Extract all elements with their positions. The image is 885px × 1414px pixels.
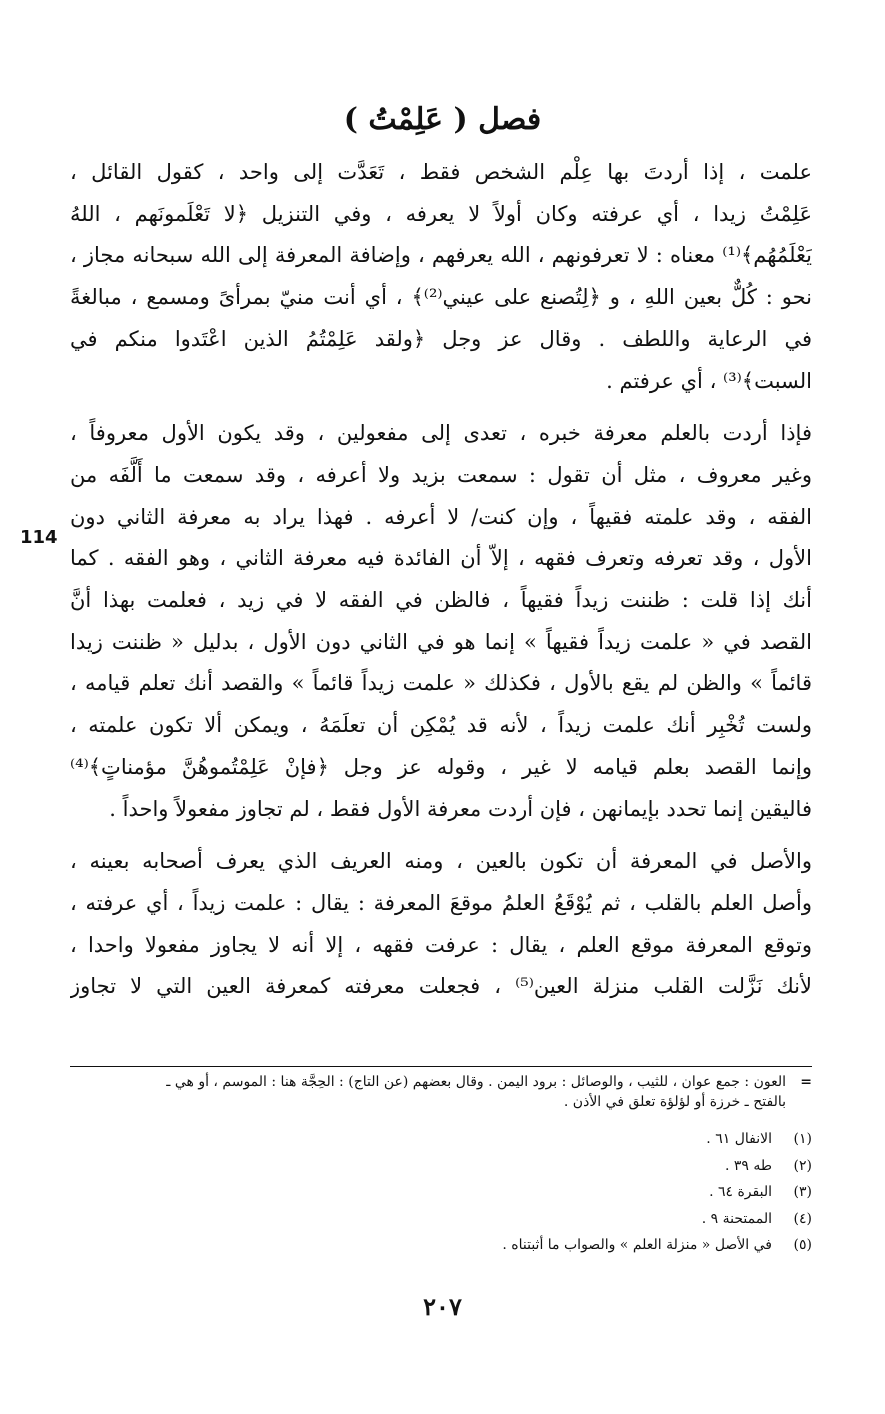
text-line: والأصل في المعرفة أن تكون بالعين ، ومنه العريف الذي يعرف أصحابه بعينه ، <box>70 849 812 874</box>
footnote-item <box>70 1153 812 1180</box>
margin-page-reference: 114 <box>20 527 58 548</box>
footnote-number: (٢) <box>793 1157 812 1174</box>
footnote-text: البقرة ٦٤ . <box>709 1184 772 1200</box>
paragraph-3 <box>70 841 812 1008</box>
text-line: علمت ، إذا أردتَ بها عِلْم الشخص فقط ، تَعَدَّت إلى واحد ، كقول القائل ، <box>70 160 812 184</box>
footnote-number: (١) <box>793 1131 812 1147</box>
paragraph-1 <box>70 152 812 402</box>
footnotes-section <box>70 1072 812 1259</box>
footnote-item <box>70 1126 812 1153</box>
footnote-item <box>70 1232 812 1259</box>
text-line: وإنما القصد بعلم قيامه لا غير ، وقوله عز وجل ﴿فإنْ عَلِمْتُموهُنَّ مؤمناتٍ﴾⁽⁴⁾ <box>70 754 812 779</box>
main-text <box>70 152 812 1008</box>
footnote-number: (٤) <box>793 1210 812 1227</box>
text-line: ولست تُخْبِر أنك علمت زيداً ، لأنه قد يُمْكِن أن تعلَمَهُ ، ويمكن ألا تكون علمته ، <box>70 713 812 738</box>
footnote-list <box>70 1126 812 1259</box>
footnote-continuation <box>70 1072 812 1092</box>
text-line: فاليقين إنما تحدد بإيمانهن ، فإن أردت معرفة الأول فقط ، لم تجاوز مفعولاً واحداً . <box>109 796 812 821</box>
footnote-item <box>70 1206 812 1233</box>
footnote-continuation <box>70 1092 812 1112</box>
footnote-text: الانفال ٦١ . <box>706 1131 772 1147</box>
text-line: وتوقع المعرفة موقع العلم ، يقال : عرفت فقهه ، إلا أنه لا يجاوز مفعولا واحدا ، <box>70 932 812 957</box>
text-line: السبت﴾⁽³⁾ ، أي عرفتم . <box>606 368 812 393</box>
text-line: يَعْلَمُهُم﴾⁽¹⁾ معناه : لا تعرفونهم ، الله يعرفهم ، وإضافة المعرفة إلى الله سبحانه مجاز ، <box>70 243 812 268</box>
paragraph-2 <box>70 413 812 830</box>
chapter-title: فصل ( عَلِمْتُ ) <box>343 102 542 137</box>
text-line: القصد في « علمت زيداً فقيهاً » إنما هو في الثاني دون الأول ، بدليل « ظننت زيدا <box>70 629 812 654</box>
text-line: لأنك نَزَّلت القلب منزلة العين⁽⁵⁾ ، فجعلت معرفته كمعرفة العين التي لا تجاوز <box>70 974 812 999</box>
footnote-continuation-line: بالفتح ـ خرزة أو لؤلؤة تعلق في الأذن . <box>563 1094 786 1110</box>
text-line: فإذا أردت بالعلم معرفة خبره ، تعدى إلى مفعولين ، وقد يكون الأول معروفاً ، <box>70 421 812 446</box>
text-line: وأصل العلم بالقلب ، ثم يُوْقَعُ العلمُ موقعَ المعرفة : يقال : علمت زيداً ، أي عرفته ، <box>70 890 812 915</box>
text-line: عَلِمْتُ زيدا ، أي عرفته وكان أولاً لا يعرفه ، وفي التنزيل ﴿لا تَعْلَمونَهم ، اللهُ <box>70 201 812 226</box>
page-number: ٢٠٧ <box>423 1292 462 1321</box>
footnote-number: (٥) <box>793 1237 812 1253</box>
footnote-text: الممتحنة ٩ . <box>701 1210 772 1227</box>
footnote-number: (٣) <box>793 1184 812 1200</box>
footnote-continuation-line: العون : جمع عوان ، للثيب ، والوصائل : برود اليمن . وقال بعضهم (عن التاج) : الحِجَّة هنا : الموسم ، أو هي ـ <box>166 1074 786 1090</box>
text-line: في الرعاية واللطف . وقال عز وجل ﴿ولقد عَلِمْتُمُ الذين اعْتَدوا منكم في <box>70 326 812 351</box>
footnote-text: طه ٣٩ . <box>724 1157 772 1174</box>
footnote-text: في الأصل « منزلة العلم » والصواب ما أثبتناه . <box>502 1237 772 1253</box>
text-line: الأول ، وقد تعرفه وتعرف فقهه ، إلاّ أن الفائدة فيه معرفة الثاني ، وهو الفقه . كما <box>70 546 812 571</box>
text-line: قائماً » والظن لم يقع بالأول ، فكذلك « علمت زيداً قائماً » والقصد أنك تعلم قيامه ، <box>70 671 812 696</box>
continuation-marker: = <box>800 1074 812 1090</box>
text-line: الفقه ، وقد علمته فقيهاً ، وإن كنت/ لا أعرفه . فهذا يراد به معرفة الثاني دون <box>70 504 812 529</box>
text-line: أنك إذا قلت : ظننت زيداً فقيهاً ، فالظن في الفقه لا في زيد ، فعلمت بهذا أنَّ <box>70 588 812 613</box>
footnote-item <box>70 1179 812 1206</box>
footnote-divider <box>70 1066 812 1067</box>
text-line: وغير معروف ، مثل أن تقول : سمعت بزيد ولا أعرفه ، وقد سمعت ما أَلَّفَه من <box>70 462 812 487</box>
text-line: نحو : كُلٌّ بعين اللهِ ، و ﴿لِتُصنع على عيني⁽²⁾﴾ ، أي أنت منيّ بمرأىً ومسمع ، مبالغةً <box>70 285 812 310</box>
